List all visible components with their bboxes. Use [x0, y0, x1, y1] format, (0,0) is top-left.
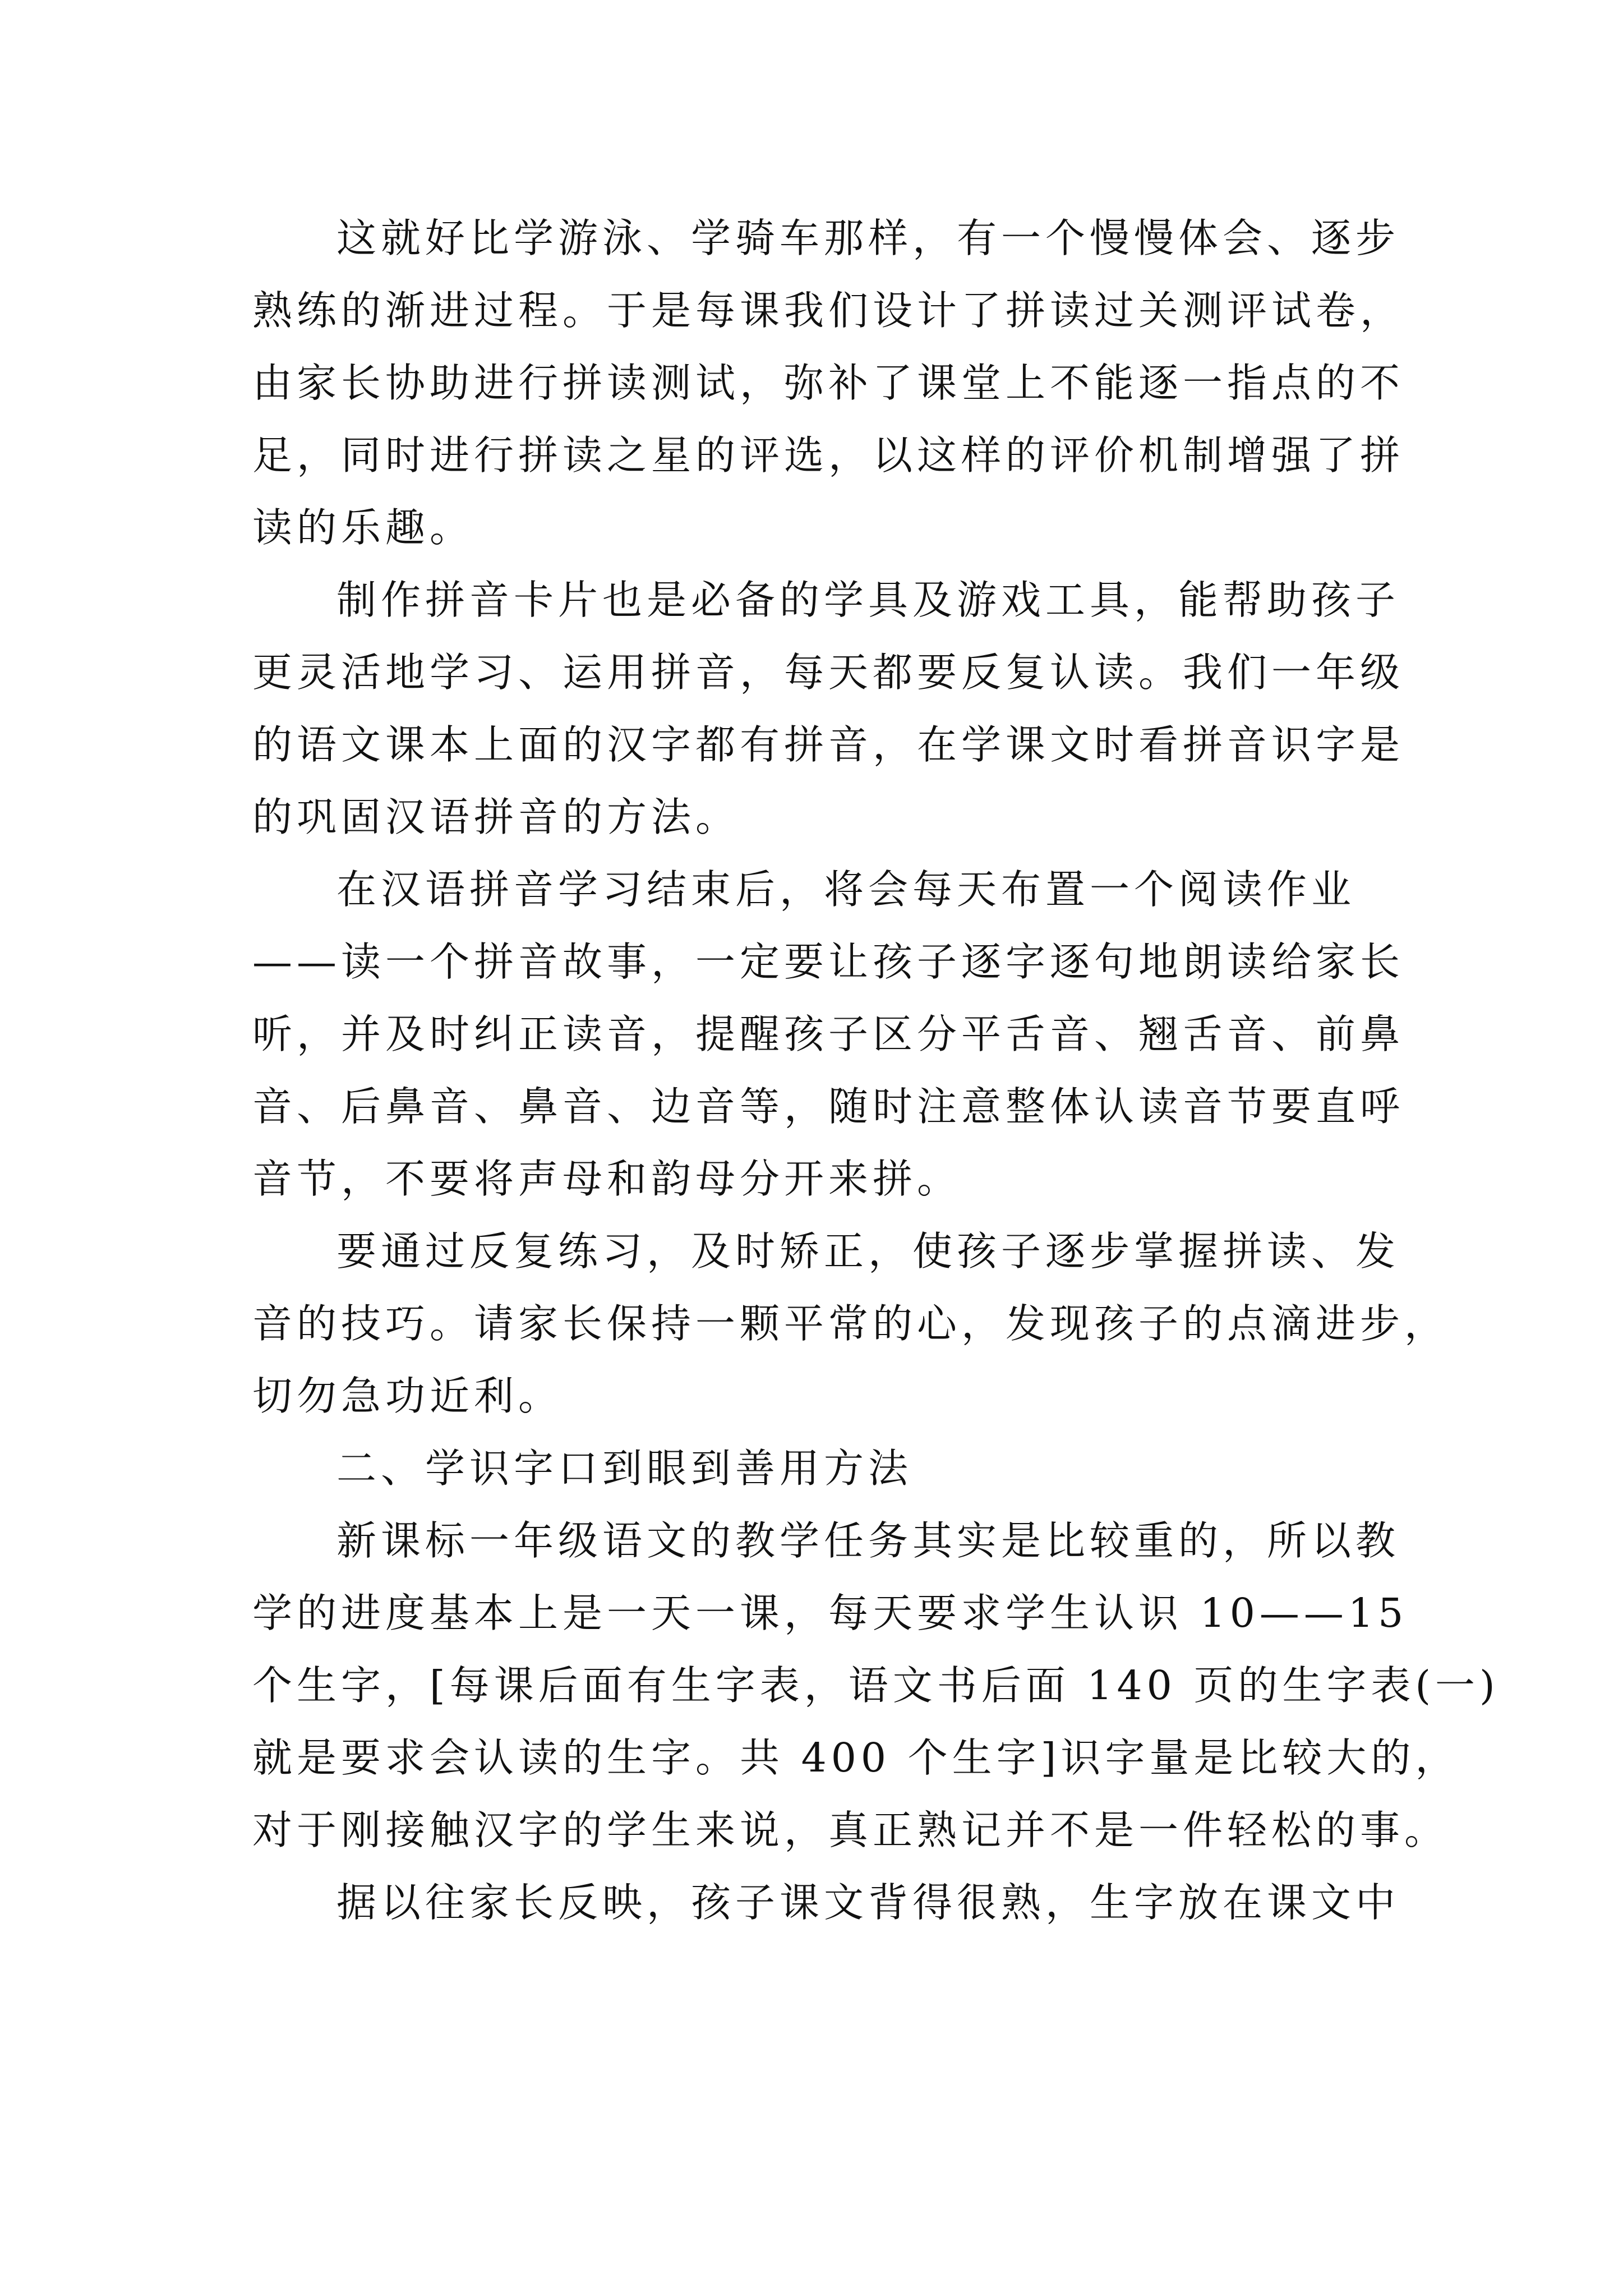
text-line: 对于刚接触汉字的学生来说，真正熟记并不是一件轻松的事。	[252, 1807, 1449, 1853]
text-line: 据以往家长反映，孩子课文背得很熟，生字放在课文中	[336, 1879, 1400, 1926]
text-line: 音节，不要将声母和韵母分开来拼。	[252, 1156, 962, 1202]
text-line: 更灵活地学习、运用拼音，每天都要反复认读。我们一年级	[252, 649, 1405, 696]
text-line: 的语文课本上面的汉字都有拼音，在学课文时看拼音识字是	[252, 721, 1405, 768]
text-line: 音的技巧。请家长保持一颗平常的心，发现孩子的点滴进步，	[252, 1300, 1449, 1347]
text-line: 新课标一年级语文的教学任务其实是比较重的，所以教	[336, 1517, 1400, 1564]
text-line: 足，同时进行拼读之星的评选，以这样的评价机制增强了拼	[252, 432, 1405, 478]
text-line: 切勿急功近利。	[252, 1373, 563, 1419]
text-line: 制作拼音卡片也是必备的学具及游戏工具，能帮助孩子	[336, 577, 1400, 623]
text-line: 学的进度基本上是一天一课，每天要求学生认识 10——15	[252, 1590, 1408, 1636]
text-line: 要通过反复练习，及时矫正，使孩子逐步掌握拼读、发	[336, 1228, 1400, 1274]
text-line: 熟练的渐进过程。于是每课我们设计了拼读过关测评试卷，	[252, 287, 1405, 334]
body-text	[252, 202, 1500, 1939]
text-line: 由家长协助进行拼读测试，弥补了课堂上不能逐一指点的不	[252, 360, 1405, 406]
text-line: 就是要求会认读的生字。共 400 个生字]识字量是比较大的，	[252, 1734, 1460, 1781]
text-line: 这就好比学游泳、学骑车那样，有一个慢慢体会、逐步	[336, 215, 1400, 261]
section-heading: 二、学识字口到眼到善用方法	[336, 1445, 913, 1492]
text-line: 在汉语拼音学习结束后，将会每天布置一个阅读作业	[336, 866, 1356, 913]
text-line: 的巩固汉语拼音的方法。	[252, 794, 740, 840]
text-line: 音、后鼻音、鼻音、边音等，随时注意整体认读音节要直呼	[252, 1083, 1405, 1130]
text-line: 读的乐趣。	[252, 504, 474, 551]
text-line: 个生字，[每课后面有生字表，语文书后面 140 页的生字表(一)	[252, 1662, 1500, 1709]
text-line: ——读一个拼音故事，一定要让孩子逐字逐句地朗读给家长	[252, 938, 1405, 985]
text-line: 听，并及时纠正读音，提醒孩子区分平舌音、翘舌音、前鼻	[252, 1011, 1405, 1057]
